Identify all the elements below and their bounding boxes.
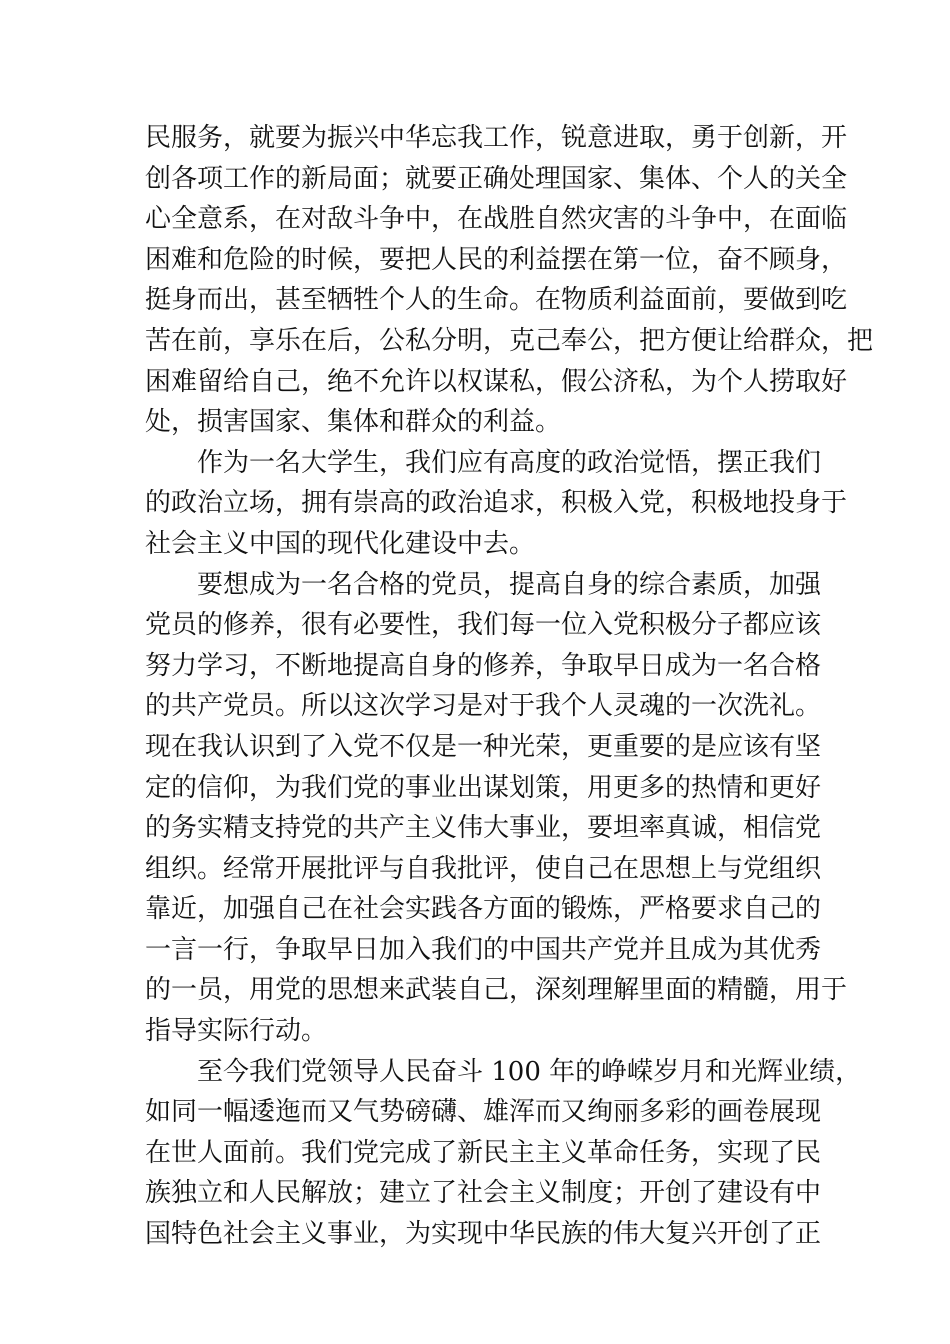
- text-line: 如同一幅逶迤而又气势磅礴、雄浑而又绚丽多彩的画卷展现: [145, 1097, 822, 1128]
- paragraph-end-line: 指导实际行动。: [145, 1016, 328, 1047]
- text-line: 努力学习，不断地提高自身的修养，争取早日成为一名合格: [145, 650, 822, 681]
- text-line: 困难留给自己，绝不允许以权谋私，假公济私，为个人捞取好: [145, 366, 848, 397]
- text-line: 的共产党员。所以这次学习是对于我个人灵魂的一次洗礼。: [145, 691, 822, 722]
- paragraph-end-line: 处，损害国家、集体和群众的利益。: [145, 407, 562, 438]
- text-line: 苦在前，享乐在后，公私分明，克己奉公，把方便让给群众，把: [145, 325, 874, 356]
- paragraph-start-line: 作为一名大学生，我们应有高度的政治觉悟，摆正我们: [145, 447, 822, 478]
- text-line: 创各项工作的新局面；就要正确处理国家、集体、个人的关全: [145, 163, 848, 194]
- paragraph-start-line: 要想成为一名合格的党员，提高自身的综合素质，加强: [145, 569, 822, 600]
- text-line: 在世人面前。我们党完成了新民主主义革命任务，实现了民: [145, 1137, 822, 1168]
- text-line: 的政治立场，拥有崇高的政治追求，积极入党，积极地投身于: [145, 488, 848, 519]
- paragraph-start-line: 至今我们党领导人民奋斗 100 年的峥嵘岁月和光辉业绩，: [145, 1056, 862, 1087]
- text-line: 国特色社会主义事业，为实现中华民族的伟大复兴开创了正: [145, 1219, 822, 1250]
- text-line: 困难和危险的时候，要把人民的利益摆在第一位，奋不顾身，: [145, 244, 848, 275]
- document-body: [145, 118, 874, 1255]
- text-line: 挺身而出，甚至牺牲个人的生命。在物质利益面前，要做到吃: [145, 285, 848, 316]
- text-line: 靠近，加强自己在社会实践各方面的锻炼，严格要求自己的: [145, 894, 822, 925]
- text-line: 的务实精支持党的共产主义伟大事业，要坦率真诚，相信党: [145, 813, 822, 844]
- text-line: 族独立和人民解放；建立了社会主义制度；开创了建设有中: [145, 1178, 822, 1209]
- text-line: 定的信仰，为我们党的事业出谋划策，用更多的热情和更好: [145, 772, 822, 803]
- text-line: 一言一行，争取早日加入我们的中国共产党并且成为其优秀: [145, 934, 822, 965]
- text-line: 民服务，就要为振兴中华忘我工作，锐意进取，勇于创新，开: [145, 123, 848, 153]
- text-line: 现在我认识到了入党不仅是一种光荣，更重要的是应该有坚: [145, 731, 822, 762]
- text-line: 组织。经常开展批评与自我批评，使自己在思想上与党组织: [145, 853, 822, 884]
- text-line: 的一员，用党的思想来武装自己，深刻理解里面的精髓，用于: [145, 975, 848, 1006]
- text-line: 党员的修养，很有必要性，我们每一位入党积极分子都应该: [145, 610, 822, 641]
- paragraph-end-line: 社会主义中国的现代化建设中去。: [145, 528, 536, 559]
- text-line: 心全意系，在对敌斗争中，在战胜自然灾害的斗争中，在面临: [145, 204, 848, 235]
